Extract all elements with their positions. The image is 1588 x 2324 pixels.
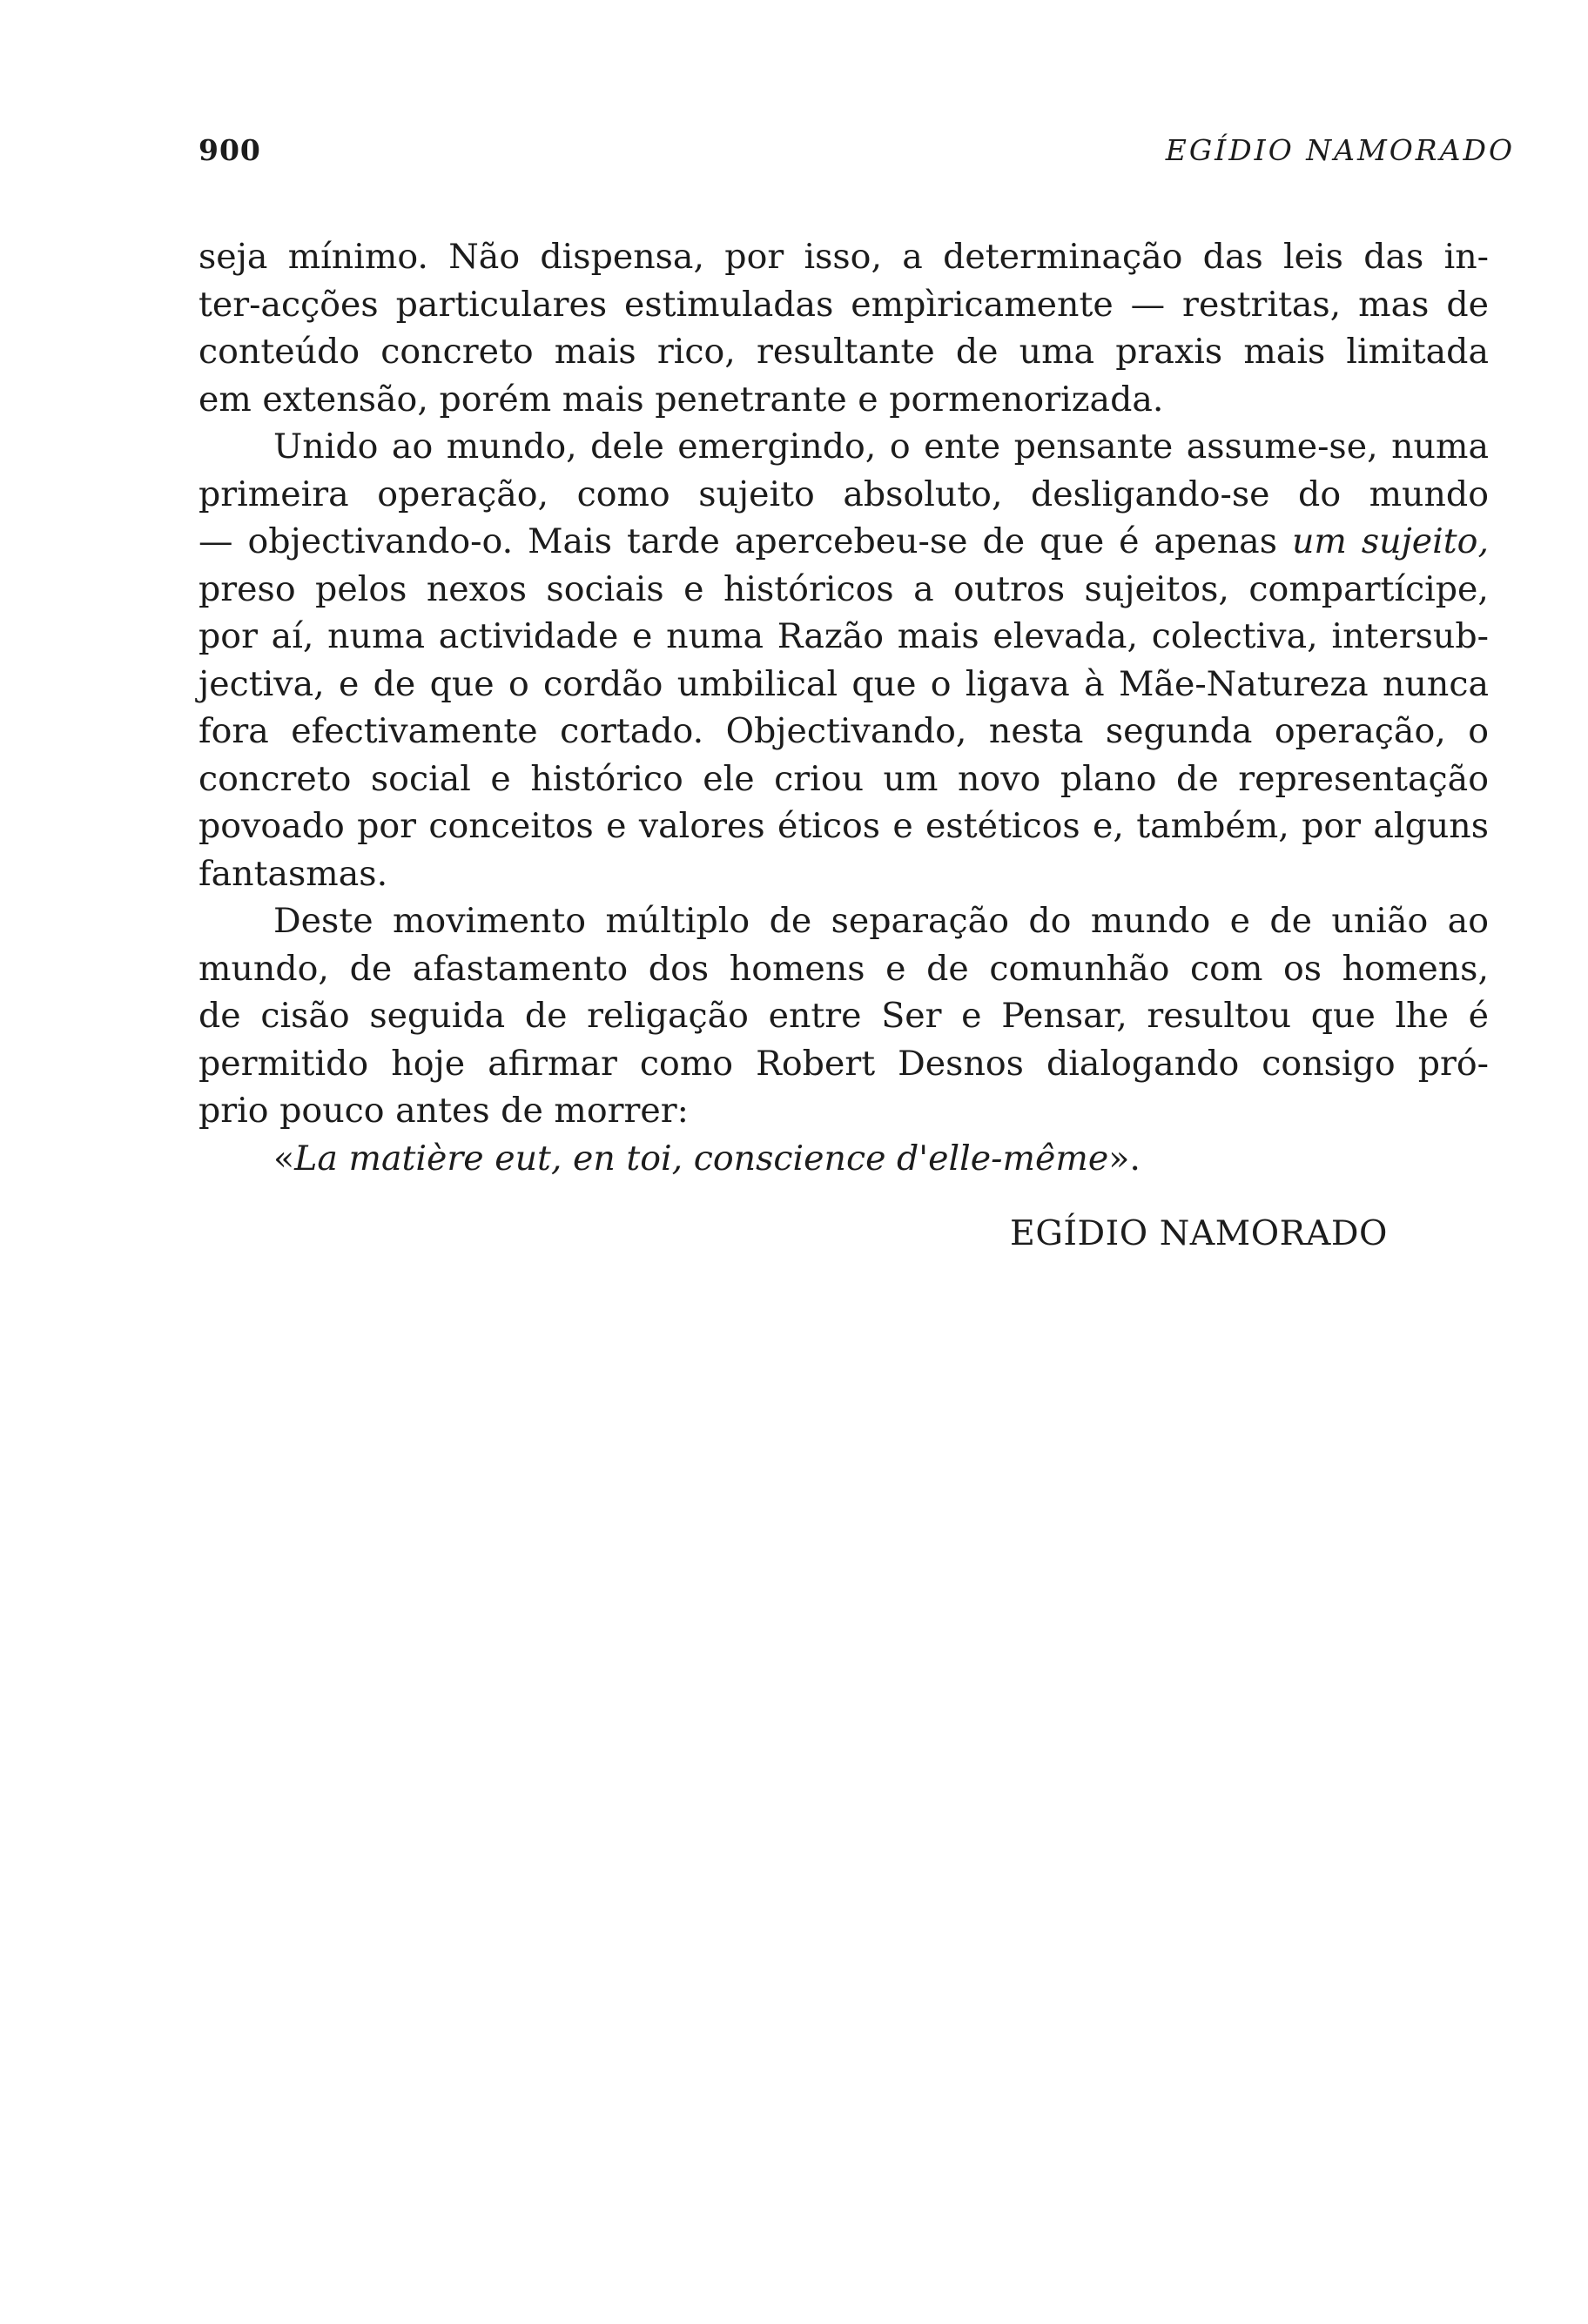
text-line-with-emphasis xyxy=(198,518,1489,566)
quote-close-mark: ». xyxy=(1108,1138,1141,1179)
running-head xyxy=(198,129,1515,172)
paragraph-1 xyxy=(198,233,1489,423)
body-text xyxy=(198,233,1489,1182)
paragraph-3 xyxy=(198,897,1489,1135)
text-line: primeira operação, como sujeito absoluto, desligando-se do mundo xyxy=(198,474,1489,514)
text-line: Unido ao mundo, dele emergindo, o ente pensante assume-se, numa xyxy=(273,427,1489,467)
text-line: fantasmas. xyxy=(198,853,388,894)
quote-open-mark: « xyxy=(273,1138,295,1179)
running-title: EGÍDIO NAMORADO xyxy=(1165,133,1515,167)
page-number: 900 xyxy=(198,133,261,167)
text-line: de cisão seguida de religação entre Ser e Pensar, resultou que lhe é xyxy=(198,996,1489,1036)
text-line: povoado por conceitos e valores éticos e estéticos e, também, por alguns xyxy=(198,806,1489,846)
text-line: mundo, de afastamento dos homens e de comunhão com os homens, xyxy=(198,948,1489,989)
quote-text: La matière eut, en toi, conscience d'elle-même xyxy=(294,1138,1109,1179)
text-line: Deste movimento múltiplo de separação do mundo e de união ao xyxy=(273,901,1489,941)
text-segment: — objectivando-o. Mais tarde apercebeu-se de que é apenas xyxy=(198,521,1277,561)
text-line: ter-acções particulares estimuladas empìricamente — restritas, mas de xyxy=(198,284,1489,325)
text-line: em extensão, porém mais penetrante e pormenorizada. xyxy=(198,379,1164,420)
text-line: fora efectivamente cortado. Objectivando, nesta segunda operação, o xyxy=(198,711,1489,751)
author-signature: EGÍDIO NAMORADO xyxy=(1010,1213,1388,1253)
text-line: jectiva, e de que o cordão umbilical que o ligava à Mãe-Natureza nunca xyxy=(198,663,1489,704)
text-line: seja mínimo. Não dispensa, por isso, a determinação das leis das in- xyxy=(198,237,1489,277)
text-line: prio pouco antes de morrer: xyxy=(198,1091,689,1131)
text-line: permitido hoje afirmar como Robert Desnos dialogando consigo pró- xyxy=(198,1043,1489,1084)
text-line: concreto social e histórico ele criou um novo plano de representação xyxy=(198,758,1489,799)
text-line: por aí, numa actividade e numa Razão mais elevada, colectiva, intersub- xyxy=(198,616,1489,656)
emphasis-text: um sujeito, xyxy=(1291,521,1489,561)
paragraph-2 xyxy=(198,423,1489,897)
closing-quote xyxy=(198,1135,1489,1183)
text-line: conteúdo concreto mais rico, resultante de uma praxis mais limitada xyxy=(198,332,1489,372)
text-line: preso pelos nexos sociais e históricos a outros sujeitos, compartícipe, xyxy=(198,568,1489,609)
